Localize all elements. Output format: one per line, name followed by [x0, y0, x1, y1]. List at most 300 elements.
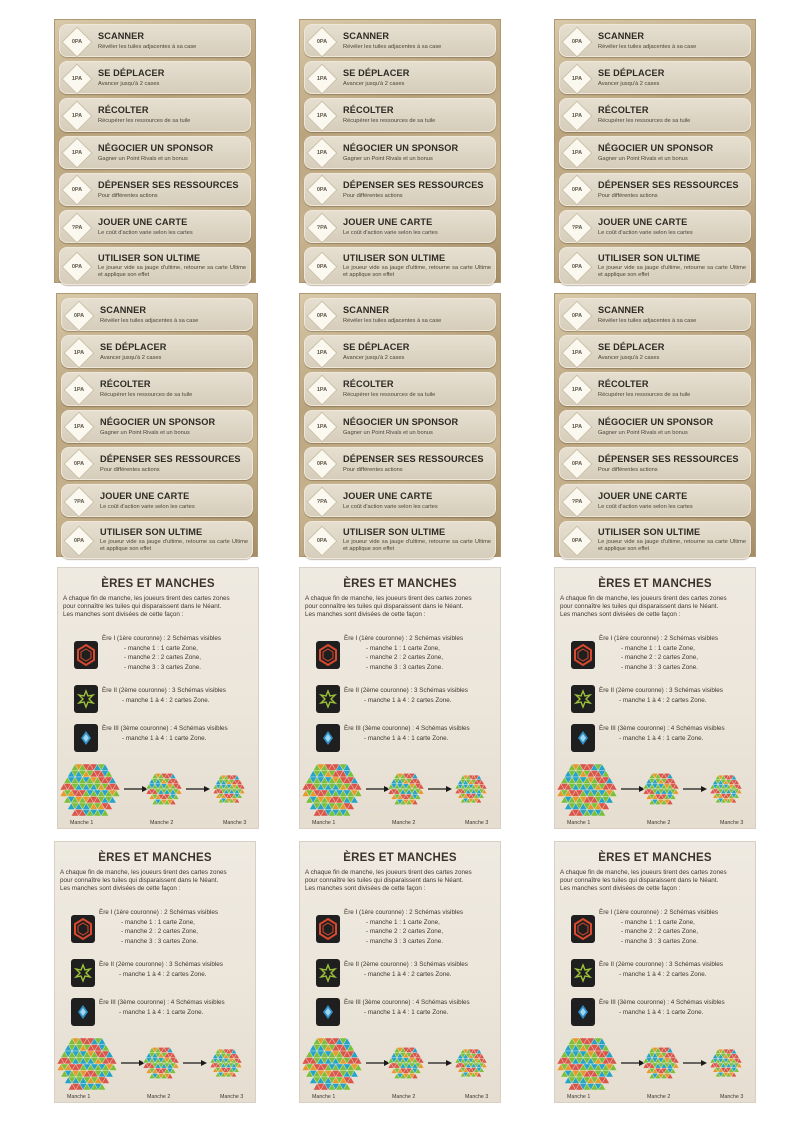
action-cost: 1PA [73, 386, 85, 393]
action-description: Gagner un Point Rivals et un bonus [598, 429, 688, 436]
cost-diamond-icon [61, 138, 92, 169]
action-title: RÉCOLTER [598, 379, 649, 390]
cost-diamond-icon [63, 449, 94, 480]
cost-diamond-icon [306, 449, 337, 480]
era-card-title: ÈRES ET MANCHES [101, 578, 215, 590]
cost-diamond-icon [561, 175, 592, 206]
era-description [599, 686, 751, 705]
action-description: Avancer jusqu'à 2 cases [598, 81, 660, 88]
action-row [304, 521, 496, 559]
cost-diamond-icon [561, 100, 592, 131]
era-card-intro [560, 869, 750, 894]
round-label: Manche 1 [312, 820, 336, 826]
era-heading: Ère III (3ème couronne) : 4 Schémas visibles [599, 999, 725, 1006]
era-description [344, 686, 496, 705]
era-heading: Ère III (3ème couronne) : 4 Schémas visibles [99, 999, 225, 1006]
action-cost: 1PA [571, 75, 583, 82]
blue-diamond-icon [74, 724, 98, 752]
era-card-title: ÈRES ET MANCHES [598, 852, 712, 864]
action-description: Le joueur vide sa jauge d'ultime, retourne sa carte Ultime et applique son effet [343, 265, 491, 279]
action-description: Révéler les tuiles adjacentes à sa case [98, 44, 197, 50]
era-round-line: - manche 3 : 3 cartes Zone. [621, 937, 698, 945]
cost-diamond-icon [561, 486, 592, 517]
intro-line: Les manches sont divisées de cette façon : [63, 611, 184, 619]
action-description: Pour différentes actions [98, 192, 158, 199]
cost-diamond-icon [306, 412, 337, 443]
cost-diamond-icon [61, 63, 92, 94]
era-card-title: ÈRES ET MANCHES [343, 578, 457, 590]
action-description: Le coût d'action varie selon les cartes [598, 229, 693, 236]
action-title: UTILISER SON ULTIME [98, 253, 201, 264]
intro-line: Les manches sont divisées de cette façon : [560, 885, 681, 893]
era-round-line: - manche 1 à 4 : 1 carte Zone. [619, 734, 704, 742]
cost-diamond-icon [306, 212, 337, 243]
board-round1-hexagon [60, 764, 120, 816]
cost-diamond-icon [561, 449, 592, 480]
action-title: RÉCOLTER [343, 105, 394, 116]
action-cost: 0PA [316, 264, 328, 271]
action-row [304, 372, 496, 405]
action-cost: 1PA [571, 150, 583, 157]
era-heading: Ère III (3ème couronne) : 4 Schémas visibles [344, 725, 470, 732]
era-description [344, 998, 496, 1017]
cost-diamond-icon [63, 337, 94, 368]
era-round-line: - manche 1 à 4 : 2 cartes Zone. [364, 696, 452, 704]
cost-diamond-icon [561, 300, 592, 331]
green-star-icon [74, 685, 98, 713]
action-row [559, 210, 751, 243]
action-cost: 0PA [571, 264, 583, 271]
action-row [304, 210, 496, 243]
era-description [344, 724, 496, 743]
action-title: SCANNER [598, 305, 645, 315]
era-round-line: - manche 1 à 4 : 1 carte Zone. [364, 1008, 449, 1016]
intro-line: pour connaître les tuiles qui disparaissent dans le Néant. [560, 603, 719, 611]
era-description [102, 724, 254, 743]
era-heading: Ère III (3ème couronne) : 4 Schémas visibles [599, 725, 725, 732]
cost-diamond-icon [561, 526, 592, 557]
board-round2-hexagon [388, 1047, 424, 1078]
red-hexagon-icon [316, 915, 340, 943]
action-cost: 0PA [71, 187, 83, 194]
era-card-intro [60, 869, 250, 894]
action-title: NÉGOCIER UN SPONSOR [343, 142, 459, 153]
era-description [599, 634, 751, 672]
action-description: Le coût d'action varie selon les cartes [598, 503, 693, 510]
action-description: Avancer jusqu'à 2 cases [100, 355, 162, 362]
action-cost: ?PA [571, 498, 583, 505]
era-heading: Ère I (1ère couronne) : 2 Schémas visibles [344, 909, 463, 916]
intro-line: pour connaître les tuiles qui disparaissent dans le Néant. [60, 877, 219, 885]
blue-diamond-icon [71, 998, 95, 1026]
action-title: SCANNER [343, 305, 390, 315]
action-title: SE DÉPLACER [343, 68, 410, 79]
intro-line: A chaque fin de manche, les joueurs tirent des cartes zones [305, 869, 472, 876]
action-description: Pour différentes actions [598, 466, 658, 473]
action-row [61, 372, 253, 405]
arrow-icon [183, 1060, 207, 1066]
action-description: Avancer jusqu'à 2 cases [343, 81, 405, 88]
action-description: Avancer jusqu'à 2 cases [98, 81, 160, 88]
action-cost: 1PA [571, 424, 583, 431]
action-title: JOUER UNE CARTE [343, 490, 433, 501]
era-round-line: - manche 3 : 3 cartes Zone. [121, 937, 198, 945]
cost-diamond-icon [561, 26, 592, 57]
action-title: NÉGOCIER UN SPONSOR [598, 142, 714, 153]
era-card [554, 567, 756, 829]
action-cost: 1PA [316, 349, 328, 356]
board-round1-hexagon [302, 764, 362, 816]
red-hexagon-icon [571, 915, 595, 943]
cost-diamond-icon [61, 100, 92, 131]
board-round1-hexagon [557, 1038, 617, 1090]
action-title: DÉPENSER SES RESSOURCES [598, 453, 739, 464]
era-card [554, 841, 756, 1103]
intro-line: A chaque fin de manche, les joueurs tirent des cartes zones [305, 595, 472, 602]
era-round-line: - manche 2 : 2 cartes Zone, [621, 928, 698, 936]
intro-line: pour connaître les tuiles qui disparaissent dans le Néant. [63, 603, 222, 611]
era-card [54, 841, 256, 1103]
era-heading: Ère I (1ère couronne) : 2 Schémas visibles [344, 635, 463, 642]
red-hexagon-icon [316, 641, 340, 669]
action-cost: 0PA [71, 38, 83, 45]
intro-line: A chaque fin de manche, les joueurs tirent des cartes zones [63, 595, 230, 602]
action-description: Pour différentes actions [100, 466, 160, 473]
era-heading: Ère III (3ème couronne) : 4 Schémas visibles [344, 999, 470, 1006]
era-round-line: - manche 2 : 2 cartes Zone, [121, 928, 198, 936]
board-round2-hexagon [643, 773, 679, 804]
action-card [554, 293, 756, 557]
era-round-line: - manche 1 à 4 : 2 cartes Zone. [122, 696, 210, 704]
action-title: DÉPENSER SES RESSOURCES [100, 453, 241, 464]
action-title: SCANNER [100, 305, 147, 315]
era-round-line: - manche 1 : 1 carte Zone, [621, 918, 695, 926]
round-label: Manche 2 [147, 1094, 171, 1100]
action-description: Récupérer les ressources de sa tuile [100, 392, 193, 399]
action-row [59, 136, 251, 169]
action-description: Révéler les tuiles adjacentes à sa case [100, 318, 199, 324]
action-row [304, 247, 496, 285]
cost-diamond-icon [306, 63, 337, 94]
action-row [559, 484, 751, 517]
action-row [559, 24, 751, 57]
round-label: Manche 3 [720, 820, 744, 826]
action-description: Récupérer les ressources de sa tuile [598, 118, 691, 125]
era-description [344, 908, 496, 946]
era-description [599, 908, 751, 946]
red-hexagon-icon [74, 641, 98, 669]
action-description: Le coût d'action varie selon les cartes [100, 503, 195, 510]
era-description [599, 998, 751, 1017]
action-row [559, 173, 751, 206]
cost-diamond-icon [63, 486, 94, 517]
action-description: Le coût d'action varie selon les cartes [98, 229, 193, 236]
action-cost: 1PA [571, 112, 583, 119]
intro-line: Les manches sont divisées de cette façon : [305, 885, 426, 893]
action-cost: 0PA [316, 312, 328, 319]
era-round-line: - manche 3 : 3 cartes Zone. [366, 663, 443, 671]
arrow-icon [683, 786, 707, 792]
era-heading: Ère II (2ème couronne) : 3 Schémas visibles [599, 961, 723, 968]
action-title: DÉPENSER SES RESSOURCES [343, 453, 484, 464]
era-heading: Ère II (2ème couronne) : 3 Schémas visibles [344, 961, 468, 968]
arrow-icon [366, 1060, 390, 1066]
action-row [304, 98, 496, 131]
action-cost: 0PA [316, 187, 328, 194]
action-description: Le joueur vide sa jauge d'ultime, retourne sa carte Ultime et applique son effet [598, 265, 746, 279]
action-row [559, 447, 751, 480]
action-cost: 0PA [73, 461, 85, 468]
era-description [99, 998, 251, 1017]
action-cost: 1PA [71, 150, 83, 157]
action-row [59, 24, 251, 57]
board-round3-hexagon [455, 775, 487, 803]
action-cost: 0PA [571, 461, 583, 468]
intro-line: pour connaître les tuiles qui disparaissent dans le Néant. [560, 877, 719, 885]
action-description: Pour différentes actions [343, 466, 403, 473]
era-round-line: - manche 2 : 2 cartes Zone, [366, 928, 443, 936]
round-label: Manche 3 [465, 1094, 489, 1100]
cost-diamond-icon [306, 138, 337, 169]
cost-diamond-icon [63, 526, 94, 557]
cost-diamond-icon [561, 252, 592, 283]
round-label: Manche 1 [70, 820, 94, 826]
action-row [304, 136, 496, 169]
era-card [57, 567, 259, 829]
era-heading: Ère I (1ère couronne) : 2 Schémas visibles [599, 635, 718, 642]
board-round3-hexagon [455, 1049, 487, 1077]
era-heading: Ère I (1ère couronne) : 2 Schémas visibles [99, 909, 218, 916]
action-cost: 1PA [316, 112, 328, 119]
blue-diamond-icon [571, 724, 595, 752]
action-row [59, 247, 251, 285]
action-row [59, 173, 251, 206]
action-row [559, 335, 751, 368]
board-round2-hexagon [146, 773, 182, 804]
era-round-line: - manche 3 : 3 cartes Zone. [124, 663, 201, 671]
cost-diamond-icon [561, 63, 592, 94]
blue-diamond-icon [316, 724, 340, 752]
action-row [559, 98, 751, 131]
cost-diamond-icon [306, 175, 337, 206]
blue-diamond-icon [571, 998, 595, 1026]
arrow-icon [124, 786, 148, 792]
board-round3-hexagon [710, 775, 742, 803]
intro-line: Les manches sont divisées de cette façon : [305, 611, 426, 619]
era-heading: Ère I (1ère couronne) : 2 Schémas visibles [102, 635, 221, 642]
era-description [344, 634, 496, 672]
round-label: Manche 1 [567, 1094, 591, 1100]
intro-line: A chaque fin de manche, les joueurs tirent des cartes zones [560, 869, 727, 876]
action-description: Le joueur vide sa jauge d'ultime, retourne sa carte Ultime et applique son effet [100, 539, 248, 553]
action-description: Gagner un Point Rivals et un bonus [343, 429, 433, 436]
arrow-icon [428, 1060, 452, 1066]
action-title: RÉCOLTER [598, 105, 649, 116]
red-hexagon-icon [71, 915, 95, 943]
blue-diamond-icon [316, 998, 340, 1026]
cost-diamond-icon [306, 526, 337, 557]
action-row [61, 484, 253, 517]
round-label: Manche 3 [465, 820, 489, 826]
era-description [599, 724, 751, 743]
era-round-line: - manche 1 : 1 carte Zone, [121, 918, 195, 926]
board-round1-hexagon [302, 1038, 362, 1090]
board-round2-hexagon [643, 1047, 679, 1078]
action-description: Pour différentes actions [598, 192, 658, 199]
era-round-line: - manche 1 à 4 : 1 carte Zone. [364, 734, 449, 742]
action-description: Pour différentes actions [343, 192, 403, 199]
round-label: Manche 3 [720, 1094, 744, 1100]
era-card-intro [305, 869, 495, 894]
era-round-line: - manche 2 : 2 cartes Zone, [366, 654, 443, 662]
era-heading: Ère II (2ème couronne) : 3 Schémas visibles [344, 687, 468, 694]
era-round-line: - manche 1 à 4 : 2 cartes Zone. [119, 970, 207, 978]
round-label: Manche 2 [647, 820, 671, 826]
cost-diamond-icon [561, 138, 592, 169]
action-title: NÉGOCIER UN SPONSOR [100, 416, 216, 427]
action-description: Avancer jusqu'à 2 cases [598, 355, 660, 362]
round-label: Manche 1 [67, 1094, 91, 1100]
cost-diamond-icon [306, 100, 337, 131]
action-description: Gagner un Point Rivals et un bonus [343, 155, 433, 162]
action-cost: 1PA [71, 112, 83, 119]
action-description: Récupérer les ressources de sa tuile [98, 118, 191, 125]
action-description: Gagner un Point Rivals et un bonus [100, 429, 190, 436]
action-title: SCANNER [98, 31, 145, 41]
green-star-icon [316, 685, 340, 713]
cost-diamond-icon [61, 212, 92, 243]
action-title: UTILISER SON ULTIME [343, 527, 446, 538]
intro-line: A chaque fin de manche, les joueurs tirent des cartes zones [560, 595, 727, 602]
intro-line: Les manches sont divisées de cette façon : [60, 885, 181, 893]
action-description: Révéler les tuiles adjacentes à sa case [598, 318, 697, 324]
action-title: SE DÉPLACER [100, 342, 167, 353]
action-description: Le coût d'action varie selon les cartes [343, 229, 438, 236]
board-round2-hexagon [143, 1047, 179, 1078]
action-title: UTILISER SON ULTIME [100, 527, 203, 538]
action-title: DÉPENSER SES RESSOURCES [98, 179, 239, 190]
action-description: Gagner un Point Rivals et un bonus [98, 155, 188, 162]
action-cost: 1PA [316, 424, 328, 431]
era-description [599, 960, 751, 979]
board-round2-hexagon [388, 773, 424, 804]
action-description: Avancer jusqu'à 2 cases [343, 355, 405, 362]
action-title: SCANNER [343, 31, 390, 41]
action-card [299, 293, 501, 557]
arrow-icon [683, 1060, 707, 1066]
action-title: RÉCOLTER [343, 379, 394, 390]
era-description [344, 960, 496, 979]
cost-diamond-icon [63, 374, 94, 405]
action-cost: 0PA [73, 538, 85, 545]
era-round-line: - manche 1 : 1 carte Zone, [366, 644, 440, 652]
action-row [59, 210, 251, 243]
action-title: JOUER UNE CARTE [100, 490, 190, 501]
era-round-line: - manche 1 à 4 : 2 cartes Zone. [619, 696, 707, 704]
green-star-icon [71, 959, 95, 987]
era-card-title: ÈRES ET MANCHES [598, 578, 712, 590]
round-label: Manche 2 [392, 820, 416, 826]
action-title: JOUER UNE CARTE [598, 216, 688, 227]
action-cost: 0PA [571, 187, 583, 194]
era-round-line: - manche 2 : 2 cartes Zone, [621, 654, 698, 662]
action-row [61, 335, 253, 368]
action-cost: ?PA [73, 498, 85, 505]
action-description: Révéler les tuiles adjacentes à sa case [343, 318, 442, 324]
action-cost: ?PA [571, 224, 583, 231]
action-cost: 0PA [571, 38, 583, 45]
board-round1-hexagon [57, 1038, 117, 1090]
action-card [56, 293, 258, 557]
intro-line: Les manches sont divisées de cette façon : [560, 611, 681, 619]
action-description: Le joueur vide sa jauge d'ultime, retourne sa carte Ultime et applique son effet [98, 265, 246, 279]
action-cost: 1PA [73, 349, 85, 356]
era-round-line: - manche 1 à 4 : 2 cartes Zone. [619, 970, 707, 978]
action-description: Le joueur vide sa jauge d'ultime, retourne sa carte Ultime et applique son effet [598, 539, 746, 553]
action-description: Récupérer les ressources de sa tuile [343, 118, 436, 125]
cost-diamond-icon [63, 412, 94, 443]
action-title: RÉCOLTER [100, 379, 151, 390]
action-row [59, 61, 251, 94]
intro-line: pour connaître les tuiles qui disparaissent dans le Néant. [305, 603, 464, 611]
intro-line: pour connaître les tuiles qui disparaissent dans le Néant. [305, 877, 464, 885]
era-description [102, 686, 254, 705]
round-label: Manche 3 [220, 1094, 244, 1100]
action-title: UTILISER SON ULTIME [343, 253, 446, 264]
cost-diamond-icon [61, 26, 92, 57]
action-row [304, 447, 496, 480]
era-description [99, 908, 251, 946]
action-row [559, 298, 751, 331]
action-row [61, 298, 253, 331]
action-row [559, 410, 751, 443]
era-round-line: - manche 1 à 4 : 1 carte Zone. [619, 1008, 704, 1016]
action-cost: 1PA [73, 424, 85, 431]
action-row [559, 136, 751, 169]
round-label: Manche 1 [567, 820, 591, 826]
action-card [299, 19, 501, 283]
cost-diamond-icon [561, 337, 592, 368]
action-title: DÉPENSER SES RESSOURCES [343, 179, 484, 190]
era-card-intro [63, 595, 253, 620]
green-star-icon [316, 959, 340, 987]
action-description: Le coût d'action varie selon les cartes [343, 503, 438, 510]
era-card [299, 841, 501, 1103]
era-round-line: - manche 1 : 1 carte Zone, [124, 644, 198, 652]
action-cost: 0PA [73, 312, 85, 319]
green-star-icon [571, 959, 595, 987]
round-label: Manche 3 [223, 820, 247, 826]
action-row [559, 247, 751, 285]
action-row [304, 335, 496, 368]
action-description: Révéler les tuiles adjacentes à sa case [343, 44, 442, 50]
era-heading: Ère I (1ère couronne) : 2 Schémas visibles [599, 909, 718, 916]
red-hexagon-icon [571, 641, 595, 669]
action-cost: ?PA [316, 224, 328, 231]
action-description: Le joueur vide sa jauge d'ultime, retourne sa carte Ultime et applique son effet [343, 539, 491, 553]
round-label: Manche 2 [150, 820, 174, 826]
round-label: Manche 2 [392, 1094, 416, 1100]
era-round-line: - manche 1 : 1 carte Zone, [366, 918, 440, 926]
action-cost: 0PA [571, 312, 583, 319]
action-card [554, 19, 756, 283]
action-row [59, 98, 251, 131]
action-cost: 1PA [71, 75, 83, 82]
era-card-intro [560, 595, 750, 620]
era-description [102, 634, 254, 672]
era-round-line: - manche 1 à 4 : 1 carte Zone. [119, 1008, 204, 1016]
action-cost: 0PA [71, 264, 83, 271]
